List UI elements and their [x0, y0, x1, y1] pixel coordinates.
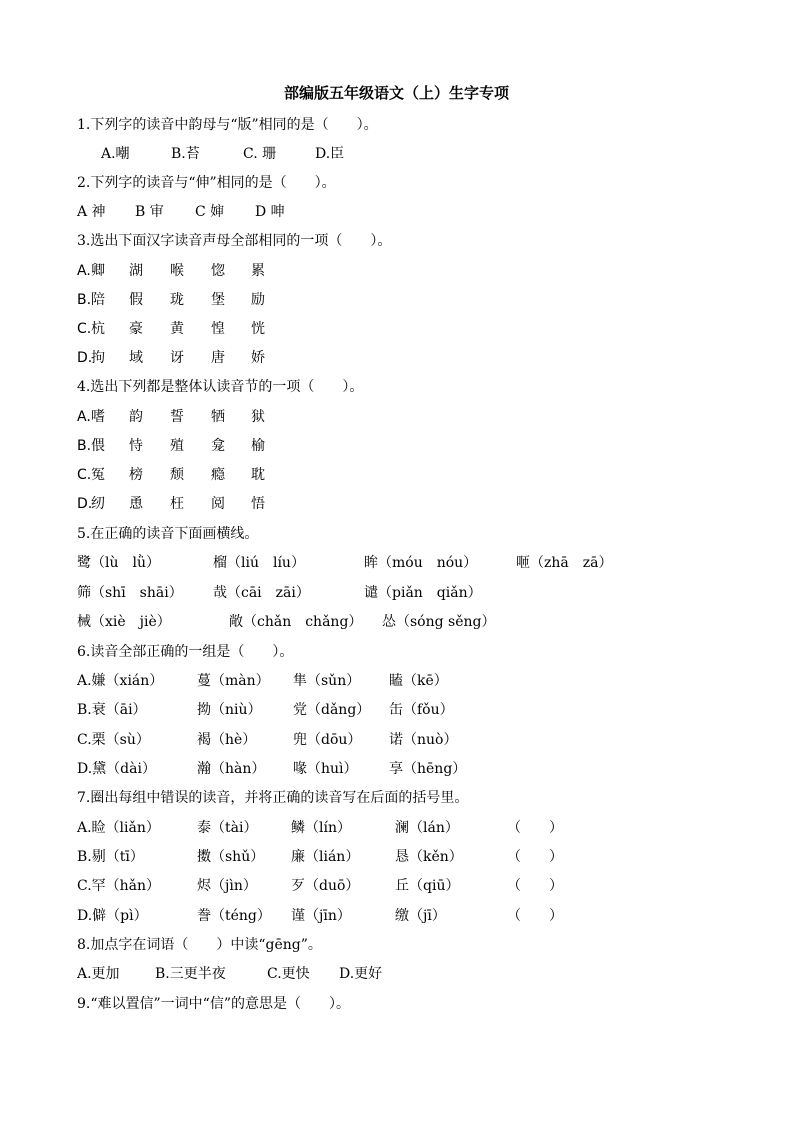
q3-row-d: D. 拘 域 讶 唐 娇 [77, 350, 265, 366]
q7-row-c: C.罕（hǎn） 烬（jìn） 歹（duō） 丘（qiū） （ ） [77, 874, 677, 898]
question-6-stem: 6.读音全部正确的一组是（ ）。 [77, 644, 294, 660]
q8-option-d: D.更好 [339, 966, 383, 982]
q4-row-b: B. 偎 恃 殖 龛 榆 [77, 438, 265, 454]
question-1-stem: 1.下列字的读音中韵母与“版”相同的是（ ）。 [77, 117, 378, 133]
q8-option-c: C.更快 [267, 966, 310, 982]
question-8-options [77, 962, 577, 986]
question-1-options [77, 142, 577, 166]
q6-row-c: C.栗（sù） 褐（hè） 兜（dōu） 诺（nuò） [77, 732, 458, 748]
question-8-stem: 8.加点字在词语（ ）中读“gēng”。 [77, 937, 322, 953]
q1-option-a: A.嘲 [101, 146, 130, 162]
q7-answer-blank-b[interactable]: （ ） [507, 849, 563, 865]
q5-row-2: 筛（shī shāi） 哉（cāi zāi） 谴（piǎn qiǎn） [77, 585, 482, 601]
q1-option-b: B.苔 [171, 146, 200, 162]
question-3-stem: 3.选出下面汉字读音声母全部相同的一项（ ）。 [77, 233, 392, 249]
q4-row-c: C. 冤 榜 颓 瘾 耽 [77, 467, 265, 483]
q7-row-b: B.剔（tī） 擞（shǔ） 廉（lián） 恳（kěn） （ ） [77, 845, 677, 869]
q2-option-d: D 呻 [255, 204, 285, 220]
page-title: 部编版五年级语文（上）生字专项 [283, 84, 509, 102]
q7-answer-blank-a[interactable]: （ ） [507, 820, 563, 836]
q3-row-a: A. 卿 湖 喉 惚 累 [77, 263, 265, 279]
question-4-stem: 4.选出下列都是整体认读音节的一项（ ）。 [77, 379, 364, 395]
q3-row-b: B. 陪 假 珑 堡 励 [77, 292, 265, 308]
q3-row-c: C. 杭 豪 黄 惶 恍 [77, 321, 265, 337]
q2-option-b: B 审 [135, 204, 164, 220]
q7-answer-blank-d[interactable]: （ ） [507, 908, 563, 924]
q2-option-c: C 婶 [195, 204, 225, 220]
q1-option-d: D.臣 [315, 146, 345, 162]
q7-row-d: D.僻（pì） 誊（téng） 谨（jīn） 缴（jī） （ ） [77, 904, 677, 928]
question-2-options [77, 200, 577, 224]
question-2-stem: 2.下列字的读音与“伸”相同的是（ ）。 [77, 175, 336, 191]
q6-row-b: B.衰（āi） 拗（niù） 党（dǎng） 缶（fǒu） [77, 702, 454, 718]
q5-row-1: 鹭（lù lǜ） 榴（liú líu） 眸（móu nóu） 咂（zhā zā） [77, 555, 613, 571]
q5-row-3: 械（xiè jiè） 敞（chǎn chǎng） 怂（sóng sěng） [77, 614, 496, 630]
q6-row-a: A.嫌（xián） 蔓（màn） 隼（sǔn） 瞌（kē） [77, 673, 448, 689]
question-9-stem: 9.“难以置信”一词中“信”的意思是（ ）。 [77, 996, 350, 1012]
question-7-stem: 7.圈出每组中错误的读音，并将正确的读音写在后面的括号里。 [77, 790, 469, 806]
q2-option-a: A 神 [77, 204, 106, 220]
q8-option-b: B.三更半夜 [155, 966, 226, 982]
q7-answer-blank-c[interactable]: （ ） [507, 878, 563, 894]
q7-row-a: A.睑（liǎn） 泰（tài） 鳞（lín） 澜（lán） （ ） [77, 816, 677, 840]
q8-option-a: A.更加 [77, 966, 120, 982]
q1-option-c: C. 珊 [243, 146, 277, 162]
q4-row-d: D. 纫 恿 枉 阅 悟 [77, 496, 265, 512]
question-5-stem: 5.在正确的读音下面画横线。 [77, 526, 259, 542]
q4-row-a: A. 嗜 韵 誓 牺 狱 [77, 409, 265, 425]
q6-row-d: D.黛（dài） 瀚（hàn） 喙（huì） 享（hēng） [77, 761, 467, 777]
